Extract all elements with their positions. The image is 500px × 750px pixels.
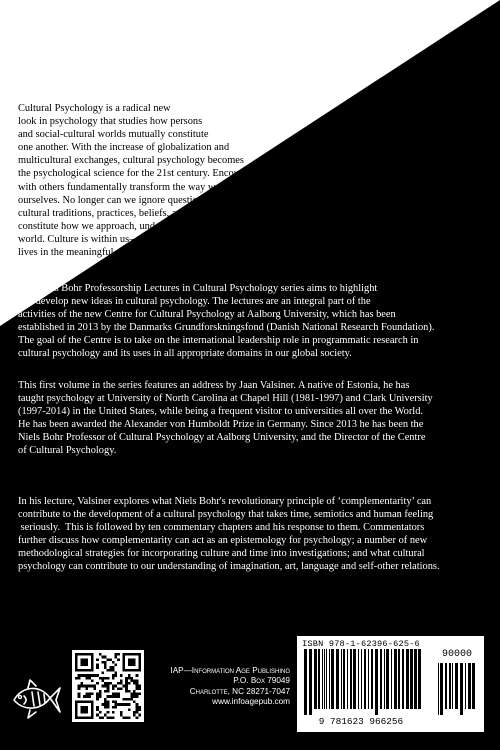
isbn-label: ISBN 978-1-62396-625-6 [302, 639, 420, 649]
series-line: established in 2013 by the Danmarks Grundforskningsfond (Danish National Research Foundation). [18, 322, 435, 334]
series-line: The goal of the Centre is to take on the international leadership role in programmatic research in [18, 335, 419, 347]
intro-line: cultural traditions, practices, beliefs, artifacts and other people [18, 207, 278, 219]
series-line: and develop new ideas in cultural psychology. The lectures are an integral part of the [18, 296, 371, 308]
intro-line: lives in the meaningful worlds we have created ourselves. [18, 247, 259, 259]
intro-line: with others fundamentally transform the way we understand [18, 181, 269, 193]
series-paragraph [18, 282, 486, 361]
intro-line: look in psychology that studies how persons [18, 116, 203, 128]
intro-line: the psychological science for the 21st century. Encounters [18, 168, 260, 180]
publisher-info [168, 666, 290, 708]
lecture-paragraph [18, 495, 486, 574]
lecture-line: In his lecture, Valsiner explores what Niels Bohr's revolutionary principle of ‘complementarity’ can [18, 496, 432, 507]
volume-line: (1997-2014) in the United States, while being a frequent visitor to universities all over the World. [18, 406, 423, 418]
lecture-line: contribute to the development of a cultural psychology that takes time, semiotics and human feeling [18, 509, 434, 521]
intro-paragraph [18, 102, 336, 259]
lecture-line: psychology can contribute to our understanding of imagination, art, language and self-other relations. [18, 561, 440, 573]
publisher-name: IAP—Information Age Publishing [170, 666, 290, 675]
lecture-line: methodological strategies for incorporating culture and time into investigations; and what cultural [18, 548, 425, 560]
volume-line: taught psychology at University of North Carolina at Chapel Hill (1981-1997) and Clark University [18, 393, 433, 405]
volume-line: He has been awarded the Alexander von Humboldt Prize in Germany. Since 2013 he has been the [18, 419, 424, 431]
volume-paragraph [18, 379, 486, 458]
intro-line: and social-cultural worlds mutually constitute [18, 129, 209, 141]
series-line: cultural psychology and its uses in all appropriate domains in our global society. [18, 348, 352, 360]
publisher-po-box: P.O. Box 79049 [233, 676, 290, 686]
fish-logo-icon [6, 672, 62, 728]
lecture-line: further discuss how complementarity can act as an epistemology for psychology; a number of new [18, 535, 428, 547]
intro-line: ourselves. No longer can we ignore questions about how our [18, 194, 270, 206]
ean13-barcode [303, 649, 423, 715]
intro-line: Cultural Psychology is a radical new [18, 103, 171, 114]
isbn-barcode-panel [297, 636, 484, 732]
series-line: activities of the new Centre for Cultural Psychology at Aalborg University, which has been [18, 309, 396, 321]
lecture-line: seriously. This is followed by ten commentary chapters and his response to them. Commentators [18, 522, 425, 534]
publisher-city: Charlotte, NC 28271-7047 [189, 686, 290, 696]
qr-code-icon [72, 650, 144, 722]
price-barcode [437, 663, 477, 720]
price-code: 90000 [441, 649, 472, 660]
intro-line: world. Culture is within us—in every moment in which we live our human [18, 233, 329, 245]
intro-line: constitute how we approach, understand, imagine and remember the [18, 220, 302, 232]
publisher-website: www.infoagepub.com [212, 697, 290, 707]
barcode-digits: 9 781623 966256 [318, 716, 404, 727]
intro-line: multicultural exchanges, cultural psychology becomes [18, 155, 244, 167]
series-line: The Niels Bohr Professorship Lectures in Cultural Psychology series aims to highlight [18, 283, 378, 294]
volume-line: of Cultural Psychology. [18, 445, 117, 457]
intro-line: one another. With the increase of globalization and [18, 142, 230, 154]
volume-line: This first volume in the series features an address by Jaan Valsiner. A native of Estonia, he has [18, 380, 410, 391]
volume-line: Niels Bohr Professor of Cultural Psychology at Aalborg University, and the Director of the Centre [18, 432, 426, 444]
